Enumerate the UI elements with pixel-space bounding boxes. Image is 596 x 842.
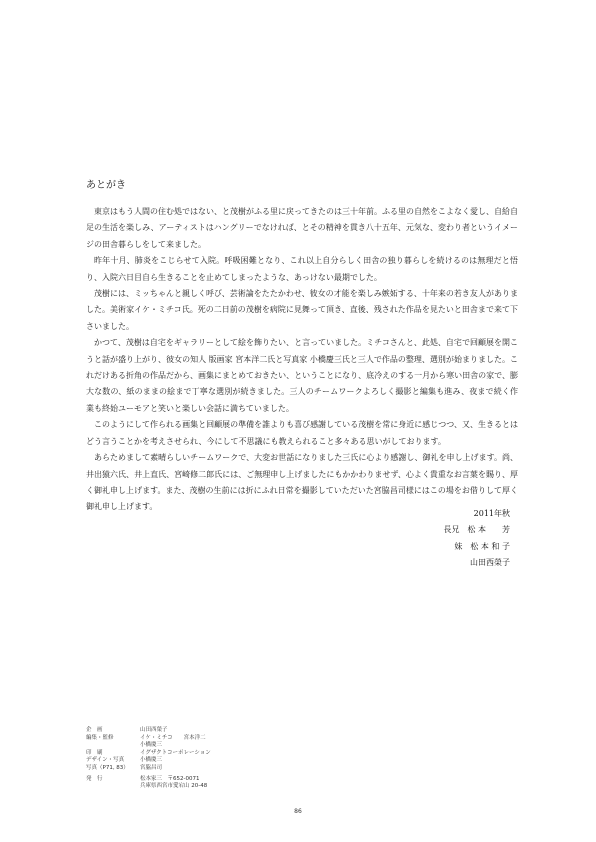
credit-row [86,742,346,750]
credit-value: 山田西榮子 [140,727,168,733]
credit-row [86,765,346,773]
credit-value: イケ・ミチコ 宮本洋二 [140,734,206,741]
afterword-body [86,204,518,516]
signature-sister: 妹 松 本 和 子 [454,542,510,551]
signature-author: 山田西榮子 [470,558,510,567]
colophon-credits [86,727,346,791]
credit-value: 小橋慶三 [140,757,163,764]
credit-value: 松本家三 〒652-0071 [140,775,200,782]
credit-row [86,727,346,735]
paragraph-1: 東京はもう人間の住む処ではない、と茂樹がふる里に戻ってきたのは三十年前。ふる里の自然をこよなく愛し、自給自足の生活を楽しみ、アーティストはハングリーでなければ、とその精神を貫き八十五年、元気な、変わり者というイメージの田舎暮らしをして来ました。 [86,207,518,249]
paragraph-5: このようにして作られる画集と回顧展の準備を誰よりも喜び感謝している茂樹を常に身近に感じつつ、又、生きるとはどう言うことかを考えさせられ、今にして不思議にも教えられること多々ある思いがしております。 [86,420,518,446]
page-number: 86 [294,808,302,815]
credit-label: 編集・監修 [86,734,114,741]
credit-label [86,783,140,791]
credit-row [86,783,346,791]
credit-label: 印 刷 [86,749,103,756]
paragraph-2: 昨年十月、肺炎をこじらせて入院。呼吸困難となり、これ以上自分らしく田舎の独り暮らしを続けるのは無理だと悟り、入院六日目自ら生きることを止めてしまったような、あっけない最期でした。 [86,256,518,282]
credit-value: 兵庫県西宮市愛宕山 20-48 [140,783,208,790]
paragraph-6: あらためまして素晴らしいチームワークで、大変お世話になりました三氏に心より感謝し、御礼を申し上げます。尚、井出猿六氏、井上直氏、宮崎修二郎氏には、ご無理申し上げましたにもかかわりませず、心よく貴重なお言葉を賜り、厚く御礼申し上げます。また、茂樹の生前には折にふれ日常を撮影していただいた宮脇昌司様にはこの場をお借りして厚く御礼申し上げます。 [86,453,518,512]
credit-value: 宮脇昌司 [140,764,163,771]
credit-row [86,735,346,743]
credit-value: イグザクトコーポレーション [140,749,211,756]
credit-label: 企 画 [86,727,103,733]
credit-label [86,742,140,750]
credit-row [86,757,346,765]
credit-row [86,750,346,758]
signature-date: 2011年秋 [473,509,510,518]
credit-label: デザイン・写真 [86,757,125,764]
credit-label: 写真（P71, 83） [86,764,129,771]
credit-value: 小橋慶三 [140,742,163,749]
signature-eldest-brother: 長兄 松 本 芳 [443,525,510,534]
credit-row [86,776,346,784]
credit-label: 発 行 [86,775,103,782]
afterword-heading: あとがき [86,180,126,191]
paragraph-3: 茂樹には、ミッちゃんと親しく呼び、芸術論をたたかわせ、彼女の才能を楽しみ嫉妬する、十年来の若き友人がありました。美術家イケ・ミチコ氏。死の二日前の茂樹を病院に見舞って頂き、直後、残された作品を見たいと田舎まで来て下さいました。 [86,289,518,331]
paragraph-4: かつて、茂樹は自宅をギャラリーとして絵を飾りたい、と言っていました。ミチコさんと、此処、自宅で回顧展を開こうと話が盛り上がり、彼女の知人 版画家 宮本洋二氏と写真家 小橋慶三氏と三人で作品の整理、選別が始まりました。これだけある折角の作品だから、画集にまとめておきたい、ということになり、底冷えのする一月から寒い田舎の家で、膨大な数の、紙のままの絵まで丁寧な選別が続きました。三人のチームワークよろしく撮影と編集も進み、夜まで続く作業も終始ユーモアと笑いと楽しい会話に満ちていました。 [86,338,518,413]
